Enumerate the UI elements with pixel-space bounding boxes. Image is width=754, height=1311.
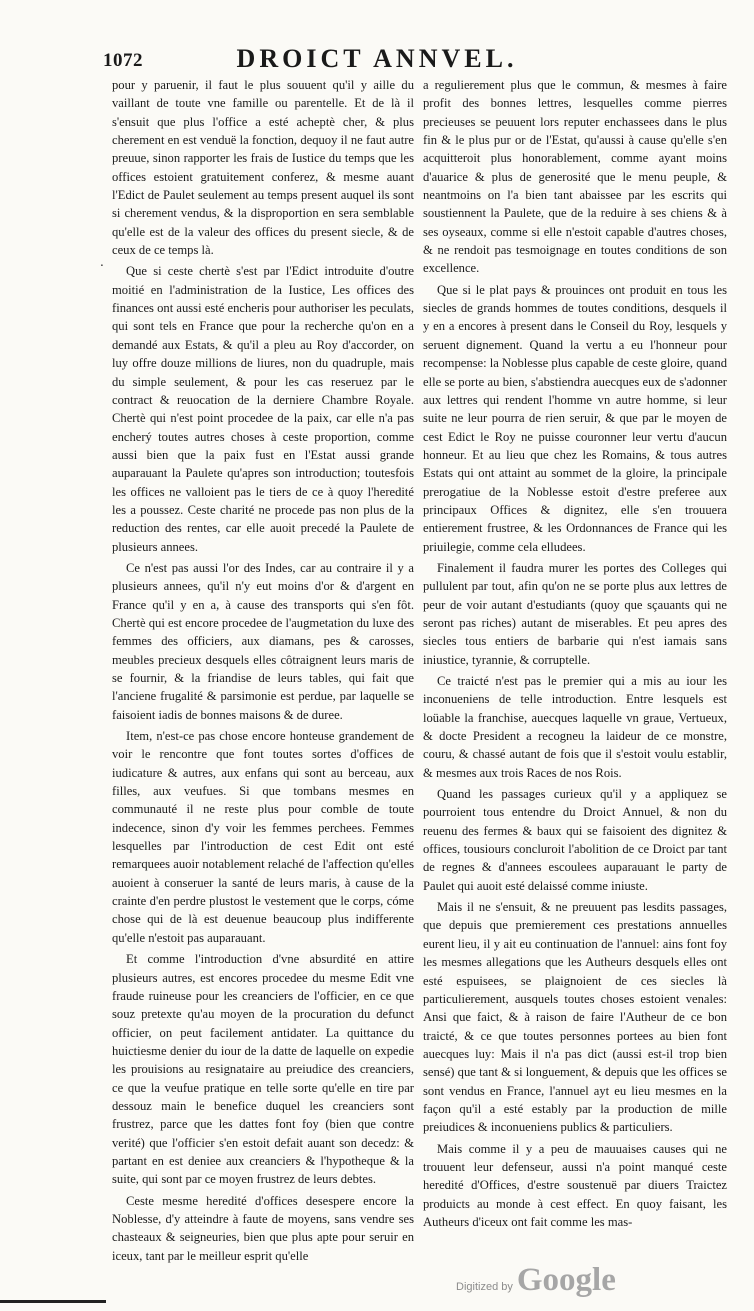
paragraph: a regulierement plus que le commun, & mesmes à faire profit des bonnes lettres, lesquelles comme pierres precieuses se peuuent lors reputer enchassees dans le plus fin & le plus pur or de l'Estat, qu'aussi à cause qu'elle s'en acquitteroit plus honorablement, comme ayant moins d'auarice & plus de generosité que le menu peuple, & neantmoins on l'a bien tant abaissee par les escrits qui soustiennent la Paulete, que de la reduire à ses chiens & à ses oyseaux, comme si elle n'estoit capable d'autres choses, & ne rendoit pas tesmoignage en toutes conditions de son excellence. [423,78,727,276]
paragraph: Ce n'est pas aussi l'or des Indes, car au contraire il y a plusieurs annees, qu'il n'y eut moins d'or & d'argent en France qu'il y en a, à cause des transports qui s'en fôt. Chertè qui est encore procedee de l'augmetation du luxe des femmes des officiers, aux diamans, pes & carosses, meubles precieux desquels elles côtraignent leurs maris de se fournir, & la friandise de leurs tables, qui fait que l'anciene frugalité & parsimonie est perdue, par laquelle se faisoient iadis de bonnes maisons & de duree. [112,560,414,722]
running-title: DROICT ANNVEL. [236,44,518,73]
right-column [423,76,727,1266]
paragraph: Item, n'est-ce pas chose encore honteuse grandement de voir le rencontre que font toutes sortes d'offices de iudicature & autres, aux enfans qui sont au berceau, aux filles, aux veufues. Si que tombans mesmes en communauté il ne reste plus pour comble de toute indecence, sinon d'y voir les femmes perchees. Femmes lesquelles par l'introduction de cest Edit ont esté remarquees auoir notablement relaché de l'affection qu'elles auoient à conseruer la santé de leurs maris, à cause de la crainte d'en perdre plustost le vestement que le corps, cóme chose qui de là est deuenue beaucoup plus indifferente qu'elle n'estoit pas auparauant. [112,729,414,945]
paragraph-marker: . [100,255,104,269]
paragraph: Mais comme il y a peu de mauuaises causes qui ne trouuent leur defenseur, aussi n'a point manqué ceste heredité d'Offices, d'estre soustenuë par diuers Traictez produicts au monde à cest effect. En quoy faisant, les Autheurs d'iceux ont fait comme les mas- [423,1141,727,1229]
digitized-by-label: Digitized by [456,1281,513,1293]
paragraph: Et comme l'introduction d'vne absurdité en attire plusieurs autres, est encores procedee du mesme Edit vne fraude ruineuse pour les creanciers de l'officier, en ce que souz pretexte qu'au moyen de la procuration du defunct officier, on peut facilement antidater. La quittance du huictiesme denier du iour de la datte de laquelle on expedie les prouisions au resignataire au preiudice des creanciers, ce que la veufue pratique en telle sorte qu'elle en tire par dessouz main le benefice duquel les creanciers sont frustrez, parce que les dattes font foy (bien que contre verité) que l'officier s'en estoit defait auant son decedz: & partant en est deniee aux creanciers & l'hypotheque & la suite, qui sont par ce moyen frustrez de leurs debtes. [112,952,414,1187]
paragraph: Quand les passages curieux qu'il y a appliquez se pourroient tous entendre du Droict Annuel, & non du reuenu des fermes & baux qui se faisoient des dignitez & offices, tousiours concluroit l'abolition de ce Droict par tant de regnes & d'annees escoulees auparauant le party de Paulet qui auoit esté delaissé comme iniuste. [423,787,727,893]
google-logo: Google [516,1262,616,1298]
left-column [112,76,414,1266]
paragraph: pour y paruenir, il faut le plus souuent qu'il y aille du vaillant de toute vne famille ou parentelle. Et de là il s'ensuit que plus l'office a esté acheptè cher, & plus cherement en est venduë la fonction, dequoy il ne faut autre preuue, sinon rapporter les frais de Iustice du temps que les offices estoient gratuitement conferez, & mesme auant l'Edict de Paulet seulement au temps present auquel ils sont si cherement vendus, & la disproportion en sera semblable qu'elle est de la valeur des offices du present siecle, & de ceux de ce temps là. [112,78,414,258]
paragraph: Ce traicté n'est pas le premier qui a mis au iour les inconueniens de telle introduction. Entre lesquels est loüable la franchise, auecques laquelle vn graue, Vertueux, & docte President a recogneu la laideur de ce monstre, couru, & chassé autant de fois que il s'estoit voulu establir, & mesmes aux trois Races de nos Rois. [423,674,727,780]
paragraph: Finalement il faudra murer les portes des Colleges qui pullulent par tout, afin qu'on ne se porte plus aux lettres de peur de voir autant d'estudiants (quoy que sçauants qui ne seront pas riches) autant de miserables. Et peu apres des siecles tous entiers de barbarie qui n'est iamais sans iniustice, tyrannie, & corruptelle. [423,560,727,667]
paragraph: Que si le plat pays & prouinces ont produit en tous les siecles de grands hommes de toutes conditions, desquels il y en a encores à present dans le Conseil du Roy, lesquels y seruent dignement. Quand la vertu a eu l'honneur pour recompense: la Noblesse plus capable de ceste gloire, quand elle se porte au bien, s'abstiendra auecques eux de s'adonner aux lettres qui rendent l'homme vn autre homme, si leur suite ne leur pourra de rien seruir, & que par le moyen de cest Edict le Roy ne puisse couronner leur vertu d'aucun honneur. Et au lieu que chez les Romains, & tous autres Estats qui ont attaint au sommet de la gloire, la principale prerogatiue de la Noblesse estoit d'estre preferee aux principaux Offices & dignitez, elle s'en trouuera entierement frustree, & les Ordonnances de France qui les priuilegie, comme cela elludees. [423,282,727,554]
page-number: 1072 [103,50,143,71]
paragraph: Ceste mesme heredité d'offices desespere encore la Noblesse, d'y atteindre à faute de moyens, sans vendre ses chasteaux & seigneuries, bien que plus apte pour seruir en iceux, tant par le meilleur esprit qu'elle [112,1193,414,1263]
paragraph: Que si ceste chertè s'est par l'Edict introduite d'outre moitié en l'administration de la Iustice, Les offices des finances ont aussi esté encheris pour authoriser les peculats, qui sont tels en France que pour la recherche qu'on en a demandé aux Estats, & qu'il a pleu au Roy d'accorder, on luy offre douze millions de liures, non du quadruple, mais du simple seulement, & pour les cas reseruez par le contract & reuocation de la derniere Chambre Royale. Chertè qui n'est point procedee de la paix, car elle n'a pas encherý toutes autres choses à ceste proportion, comme aussi bien que la paix fust en l'Estat aussi grande auparauant la Paulete qu'apres son introduction; toutesfois les offices ne valloient pas le tiers de ce à quoy l'heredité les a poussez. Ceste charité ne procede pas non plus de la reduction des rentes, car elle auoit precedé la Paulete de plusieurs annees. [112,264,414,554]
bottom-rule [0,1300,106,1303]
digitized-by-google-watermark [456,1262,616,1299]
paragraph: Mais il ne s'ensuit, & ne preuuent pas lesdits passages, que depuis que premierement ces prestations annuelles eurent lieu, il y ait eu continuation de l'annuel: ains font foy les mesmes allegations que les Autheurs desquels elles ont esté espuisees, se plaignoient de ces siecles là particulierement, ausquels toutes choses estoient venales: Ansi que faict, & à raison de faire l'Autheur de ce bon traicté, & ce que toutes personnes portees au bien font auecques luy: Mais il n'a pas dict (aussi est-il trop bien sensé) que tant & si longuement, & depuis que les offices se sont vendus en France, l'annuel ayt eu lieu mesmes en la façon qu'il a esté estably par la production de mille preiudices & inconueniens publics & particuliers. [423,900,727,1135]
